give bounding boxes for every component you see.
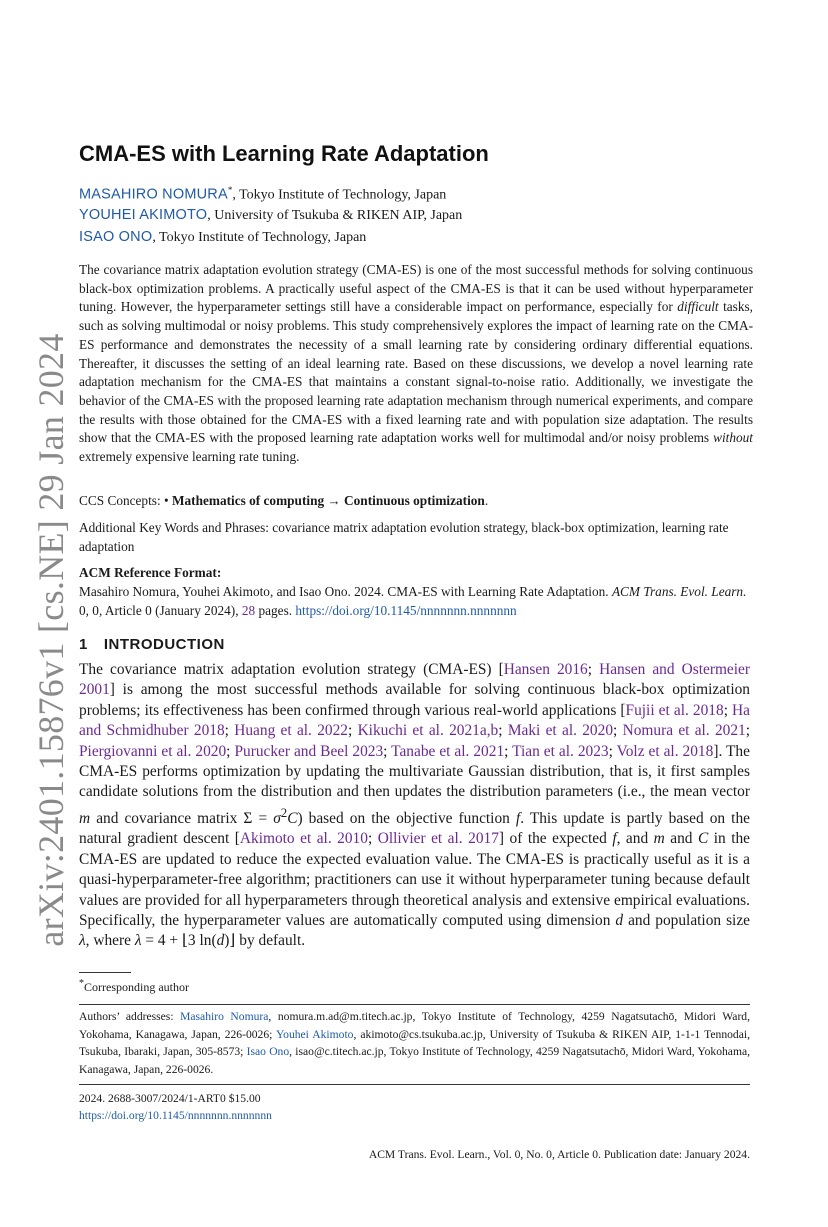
author-link-nomura[interactable]: Masahiro Nomura [180, 1010, 269, 1023]
abstract-text: The covariance matrix adaptation evolution strategy (CMA-ES) is one of the most successful methods for solving continuous black-box optimization problems. A practically useful aspect of the CMA-ES is that it can be used without hyperparameter tuning. However, the hyperparameter settings still have a considerable impact on performance, especially for [79, 262, 753, 315]
body-text: ; [347, 722, 358, 740]
ccs-end: . [484, 493, 489, 508]
footnote [79, 978, 189, 995]
section-heading-introduction [79, 636, 225, 653]
body-text: ; [608, 742, 617, 760]
citation-link[interactable]: Hansen 2016 [503, 661, 588, 678]
address-text: Authors’ addresses: [79, 1010, 181, 1023]
citation-link[interactable]: Tanabe et al. 2021 [391, 742, 505, 760]
author-line-2 [79, 207, 462, 224]
acm-reference-heading: ACM Reference Format: [79, 565, 222, 580]
author-link-ono[interactable]: Isao Ono [246, 1045, 290, 1058]
abstract [79, 261, 753, 467]
arxiv-identifier: arXiv:2401.15876v1 [cs.NE] 29 Jan 2024 [31, 333, 71, 947]
addresses-divider [79, 1004, 750, 1005]
math-symbol: d [216, 932, 225, 950]
acm-reference [79, 583, 753, 620]
author-name-akimoto[interactable]: YOUHEI AKIMOTO [79, 207, 208, 223]
address-text: , isao@c.titech.ac.jp, Tokyo Institute of Technology, 4259 Nagatsutachō, Midori Ward, Yokohama, Kanagawa, Japan, 226-0026. [79, 1045, 751, 1076]
body-text: ] of the expected [498, 830, 613, 848]
math-symbol: m [79, 809, 91, 827]
body-text: , and [616, 830, 654, 848]
doi-link-footer[interactable]: https://doi.org/10.1145/nnnnnnn.nnnnnnn [79, 1109, 272, 1122]
body-text: )⌋ by default. [224, 932, 306, 950]
ccs-concepts [79, 492, 753, 511]
keywords: Additional Key Words and Phrases: covariance matrix adaptation evolution strategy, black-box optimization, learning rate adaptation [79, 520, 729, 554]
citation-link[interactable]: Akimoto et al. 2010 [239, 830, 368, 848]
page-count-link[interactable]: 28 [241, 602, 256, 618]
body-text: ; [504, 742, 513, 760]
author-affiliation: , Tokyo Institute of Technology, Japan [152, 230, 367, 245]
author-link-akimoto[interactable]: Youhei Akimoto [275, 1027, 354, 1041]
acm-reference-text: 0, 0, Article 0 (January 2024), [79, 602, 242, 618]
doi-link[interactable]: https://doi.org/10.1145/nnnnnnn.nnnnnnn [295, 602, 517, 618]
body-text: and covariance matrix Σ = [90, 809, 274, 827]
body-text: The covariance matrix adaptation evolution strategy (CMA-ES) [ [79, 661, 504, 678]
body-text: , where [85, 932, 135, 950]
body-text: and [664, 830, 698, 848]
body-text: ; [587, 661, 600, 678]
introduction-paragraph [79, 660, 750, 952]
citation-link[interactable]: Volz et al. 2018 [616, 742, 714, 760]
publication-divider [79, 1084, 750, 1085]
citation-link[interactable]: Kikuchi et al. 2021a,b [357, 722, 499, 740]
author-addresses [79, 1008, 750, 1078]
citation-link[interactable]: Hansen and Ostermeier 2001 [79, 661, 751, 699]
running-footer: ACM Trans. Evol. Learn., Vol. 0, No. 0, Article 0. Publication date: January 2024. [368, 1148, 750, 1161]
ccs-concept: Mathematics of computing → Continuous optimization [171, 493, 485, 508]
citation-link[interactable]: Nomura et al. 2021 [622, 722, 746, 740]
body-text: = 4 + ⌊3 ln( [141, 932, 217, 950]
body-text: . This update is partly based on the natural gradient descent [ [79, 809, 750, 848]
body-text: ; [723, 701, 733, 719]
author-affiliation: , University of Tsukuba & RIKEN AIP, Japan [207, 208, 463, 223]
math-symbol: m [653, 830, 665, 848]
corresponding-marker: * [227, 185, 233, 195]
citation-link[interactable]: Piergiovanni et al. 2020 [79, 742, 227, 760]
citation-link[interactable]: Huang et al. 2022 [234, 722, 348, 740]
body-text: ; [745, 722, 751, 740]
math-symbol: C [287, 809, 298, 827]
author-name-nomura[interactable]: MASAHIRO NOMURA [79, 186, 228, 203]
abstract-emphasis: without [713, 430, 753, 446]
footnote-text: Corresponding author [84, 980, 189, 994]
acm-reference-journal: ACM Trans. Evol. Learn. [611, 584, 747, 599]
math-symbol: f [612, 830, 617, 848]
publication-info [79, 1090, 272, 1124]
math-symbol: λ [79, 932, 86, 950]
citation-link[interactable]: Ha and Schmidhuber 2018 [79, 701, 750, 740]
body-text: ; [226, 742, 235, 760]
body-text: ; [367, 830, 378, 848]
copyright-line: 2024. 2688-3007/2024/1-ART0 $15.00 [79, 1092, 261, 1105]
body-text: ; [613, 722, 623, 740]
author-line-3 [79, 229, 366, 246]
math-superscript: 2 [280, 805, 288, 820]
body-text: ; [383, 742, 392, 760]
acm-reference-text: Masahiro Nomura, Youhei Akimoto, and Isao Ono. 2024. CMA-ES with Learning Rate Adaptation. [79, 584, 612, 599]
math-symbol: d [615, 912, 624, 929]
math-symbol: σ [273, 809, 281, 827]
citation-link[interactable]: Ollivier et al. 2017 [377, 830, 499, 848]
footnote-marker: * [79, 978, 84, 989]
ccs-label: CCS Concepts: • [79, 493, 172, 508]
acm-reference-text: pages. [255, 602, 296, 618]
citation-link[interactable]: Fujii et al. 2018 [625, 701, 724, 719]
citation-link[interactable]: Purucker and Beel 2023 [234, 742, 384, 760]
address-text: , nomura.m.ad@m.titech.ac.jp, Tokyo Institute of Technology, 4259 Nagatsutachō, Midori Ward, Yokohama, Kanagawa, Japan, 226-0026; [79, 1010, 750, 1041]
abstract-text: extremely expensive learning rate tuning. [79, 449, 300, 465]
section-number: 1 [79, 636, 88, 653]
body-text: in the CMA-ES are updated to reduce the expected evaluation value. The CMA-ES is practically useful as it is a quasi-hyperparameter-free algorithm; practitioners can use it without hyperparameter tuning because default values are provided for all hyperparameters through theoretical analysis and extensive empirical evaluations. Specifically, the hyperparameter values are automatically computed using dimension [79, 830, 751, 929]
math-symbol: C [697, 830, 709, 848]
citation-link[interactable]: Maki et al. 2020 [507, 722, 614, 740]
footnote-divider [79, 972, 131, 973]
paper-title: CMA-ES with Learning Rate Adaptation [79, 141, 489, 166]
abstract-emphasis: difficult [677, 299, 719, 315]
body-text: ] is among the most successful methods available for solving continuous black-box optimization problems; its effectiveness has been confirmed through various real-world applications [ [79, 681, 750, 719]
body-text: and population size [623, 912, 750, 929]
body-text: ]. The CMA-ES performs optimization by updating the multivariate Gaussian distribution, that is, it first samples candidate solutions from the distribution and then updates the distribution parameters (i.e., the mean vector [79, 742, 750, 801]
address-text: , akimoto@cs.tsukuba.ac.jp, University of Tsukuba & RIKEN AIP, 1-1-1 Tennodai, Tsukuba, Ibaraki, Japan, 305-8573; [79, 1027, 750, 1058]
body-text: ) based on the objective function [297, 809, 516, 827]
citation-link[interactable]: Tian et al. 2023 [512, 742, 609, 760]
body-text: ; [498, 722, 508, 740]
abstract-text: tasks, such as solving multimodal or noisy problems. This study comprehensively explores the impact of learning rate on the CMA-ES performance and demonstrates the necessity of a small learning rate by considering ordinary differential equations. Thereafter, it discusses the setting of an ideal learning rate. Based on these discussions, we develop a novel learning rate adaptation mechanism for the CMA-ES that maintains a constant signal-to-noise ratio. Additionally, we investigate the behavior of the CMA-ES with the proposed learning rate adaptation mechanism through numerical experiments, and compare the results with those obtained for the CMA-ES with a fixed learning rate and with population size adaptation. The results show that the CMA-ES with the proposed learning rate adaptation works well for multimodal and/or noisy problems [79, 299, 753, 446]
math-symbol: f [515, 809, 521, 827]
section-title: INTRODUCTION [103, 636, 225, 653]
math-symbol: λ [134, 932, 142, 950]
author-affiliation: , Tokyo Institute of Technology, Japan [232, 187, 447, 203]
body-text: ; [224, 722, 235, 740]
author-line-1 [79, 185, 446, 204]
author-name-ono[interactable]: ISAO ONO [79, 229, 153, 245]
